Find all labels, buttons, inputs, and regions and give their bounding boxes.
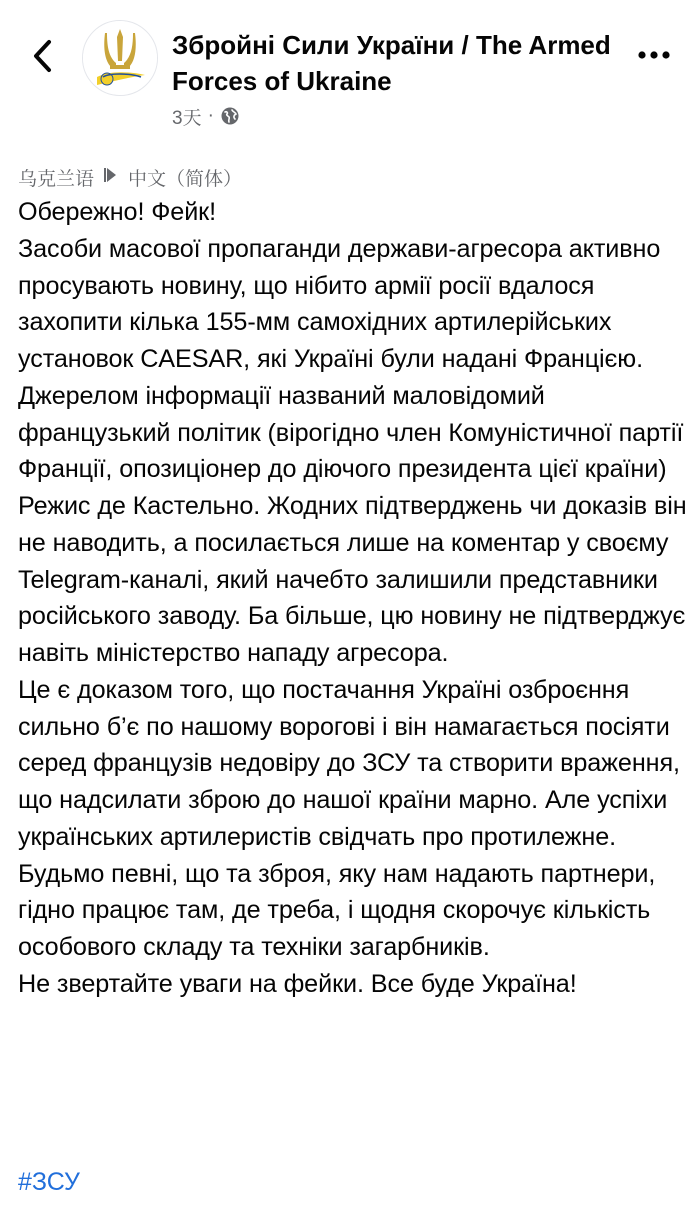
post-meta (172, 103, 240, 129)
arrow-right-icon (104, 166, 118, 189)
translation-target-language[interactable]: 中文（简体） (128, 168, 243, 190)
chevron-left-icon (31, 38, 53, 74)
translation-source-language: 乌克兰语 (18, 168, 95, 190)
post-header (0, 0, 700, 150)
meta-separator: · (207, 105, 214, 126)
translation-bar (18, 161, 242, 193)
post-paragraph: Джерелом інформації названий маловідомий французький політик (вірогідно член Комуністичної партії Франції, опозиціонер до діючого президента цієї країни) Режис де Кастельно. Жодних підтверджень чи доказів він не наводить, а посилається лише на коментар у своєму Telegram-каналі, який начебто залишили представники російського заводу. Ба більше, цю новину не підтверджує навіть міністерство нападу агресора. (18, 381, 687, 667)
more-options-button[interactable] (632, 40, 676, 70)
more-horizontal-icon (637, 50, 671, 60)
page-avatar[interactable] (82, 20, 158, 96)
post-time[interactable]: 3天 (172, 107, 202, 129)
post-paragraph: Обережно! Фейк! (18, 198, 216, 226)
back-button[interactable] (22, 34, 62, 78)
post-paragraph: Засоби масової пропаганди держави-агресора активно просувають новину, що нібито армії росії вдалося захопити кілька 155-мм самохідних артилерійських установок CAESAR, які Україні були надані Францією. (18, 234, 661, 373)
globe-icon (220, 106, 240, 126)
hashtag-link[interactable]: #ЗСУ (18, 1168, 80, 1196)
post-paragraph: Це є доказом того, що постачання Україні озброєння сильно б’є по нашому ворогові і він намагається посіяти серед французів недовіру до ЗСУ та створити враження, що надсилати зброю до нашої країни марно. Але успіхи українських артилеристів свідчать про протилежне. Будьмо певні, що та зброя, яку нам надають партнери, гідно працює там, де треба, і щодня скорочує кількість особового складу та техніки загарбників. (18, 675, 680, 961)
post-paragraph: Не звертайте уваги на фейки. Все буде Україна! (18, 969, 577, 998)
post-text (18, 194, 694, 1003)
page-name[interactable]: Збройні Сили України / The Armed Forces of Ukraine (172, 30, 611, 96)
trident-emblem-icon (83, 21, 157, 95)
